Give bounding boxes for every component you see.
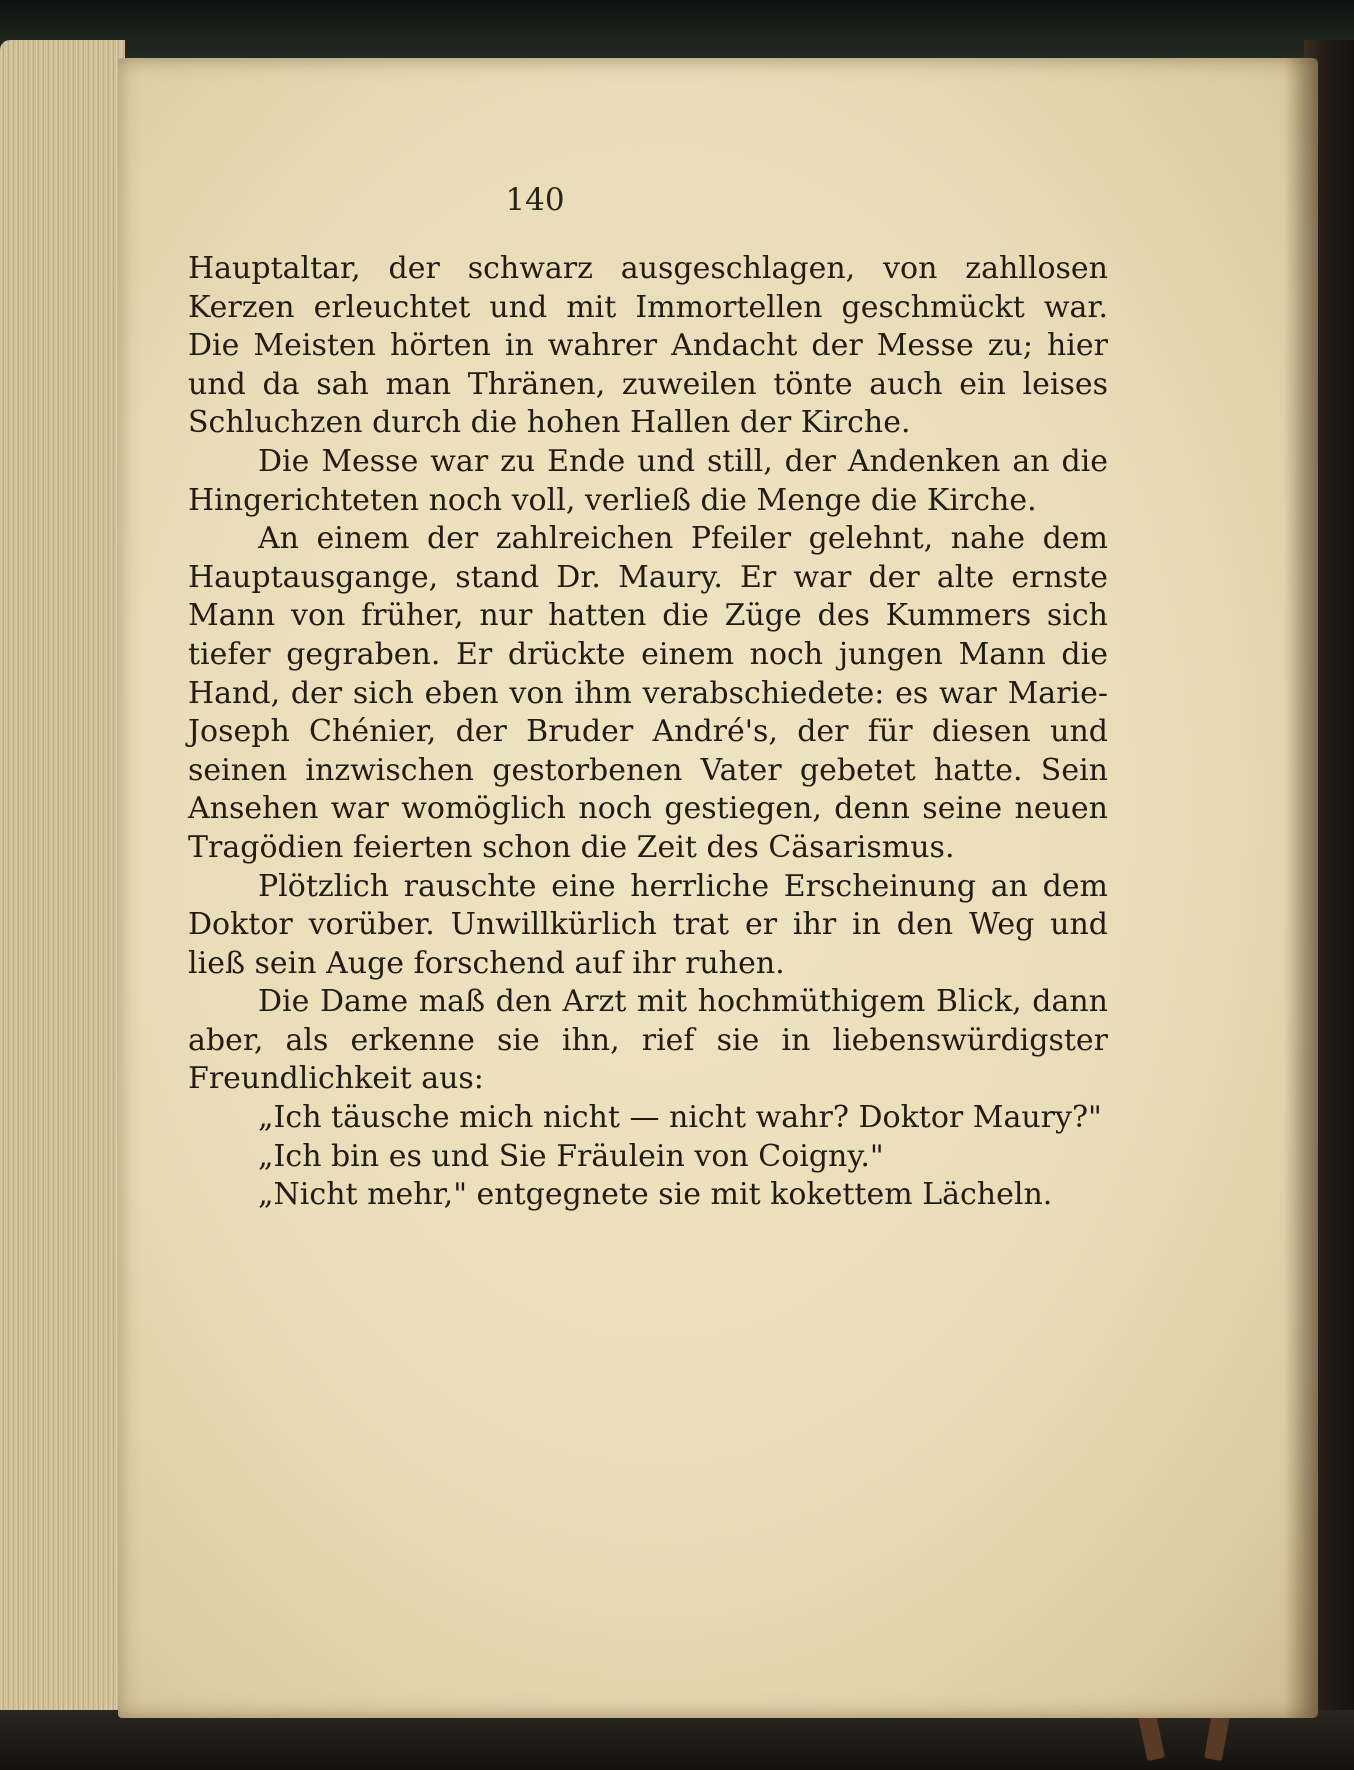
- page-number: 140: [505, 182, 565, 218]
- book-cover-bottom: [0, 1710, 1354, 1770]
- page-text: [188, 250, 1108, 1215]
- dialogue-line: „Nicht mehr," entgegnete sie mit kokettem Lächeln.: [258, 1177, 1053, 1213]
- paragraph: Die Messe war zu Ende und still, der Andenken an die Hingerichteten noch voll, verließ die Menge die Kirche.: [188, 443, 1108, 518]
- dialogue-line: „Ich täusche mich nicht — nicht wahr? Doktor Maury?": [258, 1100, 1102, 1136]
- paragraph: An einem der zahlreichen Pfeiler gelehnt, nahe dem Hauptausgange, stand Dr. Maury. Er war der alte ernste Mann von früher, nur hatten die Züge des Kummers sich tiefer gegraben. Er drückte einem noch jungen Mann die Hand, der sich eben von ihm verabschiedete: es war Marie-Joseph Chénier, der Bruder André's, der für diesen und seinen inzwischen gestorbenen Vater gebetet hatte. Sein Ansehen war womöglich noch gestiegen, denn seine neuen Tragödien feierten schon die Zeit des Cäsarismus.: [188, 521, 1108, 865]
- paragraph: Die Dame maß den Arzt mit hochmüthigem Blick, dann aber, als erkenne sie ihn, rief sie in liebenswürdigster Freundlichkeit aus:: [188, 984, 1108, 1097]
- paragraph: Plötzlich rauschte eine herrliche Erscheinung an dem Doktor vorüber. Unwillkürlich trat er ihr in den Weg und ließ sein Auge forschend auf ihr ruhen.: [188, 868, 1108, 981]
- page-edges: [0, 40, 125, 1740]
- dialogue-line: „Ich bin es und Sie Fräulein von Coigny.": [258, 1138, 884, 1174]
- paragraph: Hauptaltar, der schwarz ausgeschlagen, von zahllosen Kerzen erleuchtet und mit Immortellen geschmückt war. Die Meisten hörten in wahrer Andacht der Messe zu; hier und da sah man Thränen, zuweilen tönte auch ein leises Schluchzen durch die hohen Hallen der Kirche.: [188, 251, 1108, 441]
- page-gutter-shadow: [1284, 58, 1318, 1718]
